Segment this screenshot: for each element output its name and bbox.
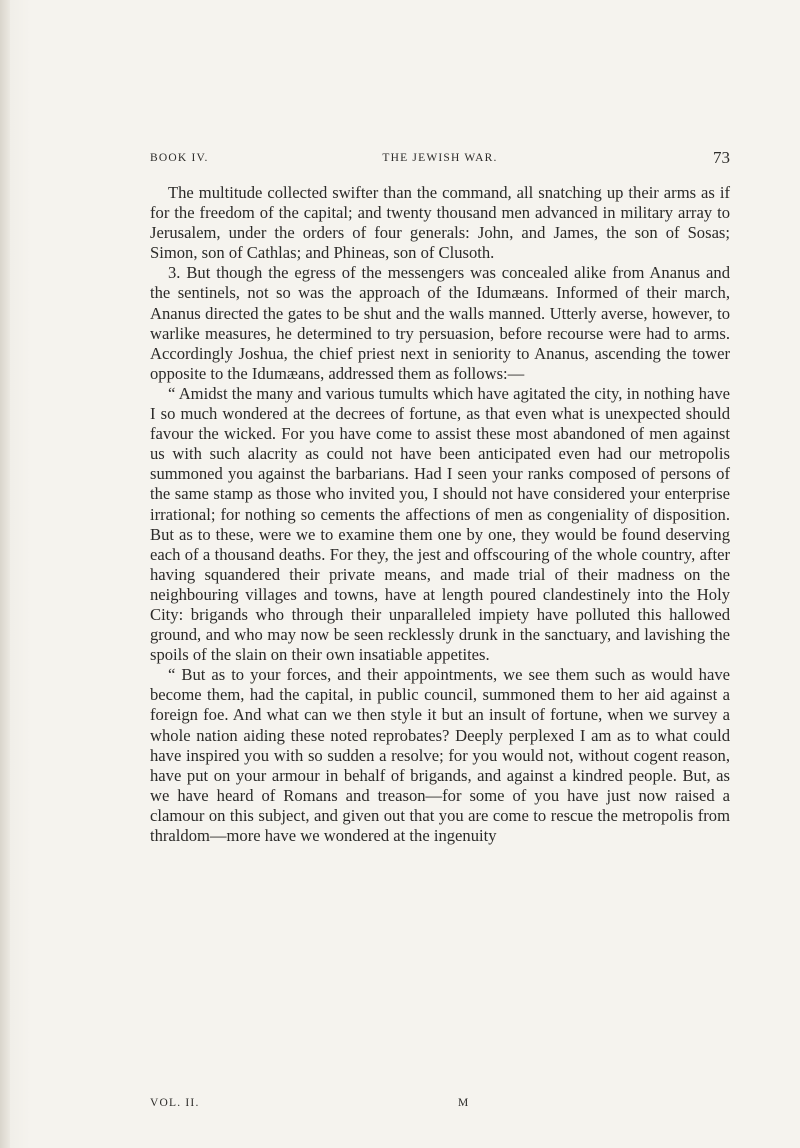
page-footer [150, 1097, 730, 1115]
running-title: THE JEWISH WAR. [382, 152, 498, 164]
signature-mark: M [458, 1097, 469, 1109]
body-text [150, 183, 730, 846]
paragraph: “ Amidst the many and various tumults which have agitated the city, in nothing have I so much wondered at the decrees of fortune, as that even what is unexpected should favour the wicked. For you have come to assist these most abandoned of men against us with such alacrity as could not have been anticipated even had our metropolis summoned you against the barbarians. Had I seen your ranks composed of persons of the same stamp as those who invited you, I should not have considered your enterprise irrational; for nothing so cements the affections of men as congeniality of disposition. But as to these, were we to examine them one by one, they would be found deserving each of a thousand deaths. For they, the jest and offscouring of the whole country, after having squandered their private means, and made trial of their madness on the neighbouring villages and towns, have at length poured clandestinely into the Holy City: brigands who through their unparalleled impiety have polluted this hallowed ground, and who may now be seen recklessly drunk in the sanctuary, and lavishing the spoils of the slain on their own insatiable appetites. [150, 383, 730, 665]
volume-label: VOL. II. [150, 1097, 200, 1109]
paragraph: 3. But though the egress of the messengers was concealed alike from Ananus and the sentinels, not so was the approach of the Idumæans. Informed of their march, Ananus directed the gates to be shut and the walls manned. Utterly averse, however, to warlike measures, he determined to try persuasion, before recourse were had to arms. Accordingly Joshua, the chief priest next in seniority to Ananus, ascending the tower opposite to the Idumæans, addressed them as follows:— [150, 263, 730, 383]
binding-edge [0, 0, 10, 1148]
page-number: 73 [713, 148, 730, 167]
book-label: BOOK IV. [150, 152, 209, 164]
paragraph: The multitude collected swifter than the command, all snatching up their arms as if for the freedom of the capital; and twenty thousand men advanced in military array to Jerusalem, under the orders of four generals: John, and James, the son of Sosas; Simon, son of Cathlas; and Phineas, son of Clusoth. [150, 183, 730, 263]
paragraph: “ But as to your forces, and their appointments, we see them such as would have become them, had the capital, in public council, summoned them to her aid against a foreign foe. And what can we then style it but an insult of fortune, when we survey a whole nation aiding these noted reprobates? Deeply perplexed I am as to what could have inspired you with so sudden a resolve; for you would not, without cogent reason, have put on your armour in behalf of brigands, and against a kindred people. But, as we have heard of Romans and treason—for some of you have just now raised a clamour on this subject, and given out that you are come to rescue the metropolis from thraldom—more have we wondered at the ingenuity [150, 665, 730, 845]
running-header [150, 150, 730, 172]
